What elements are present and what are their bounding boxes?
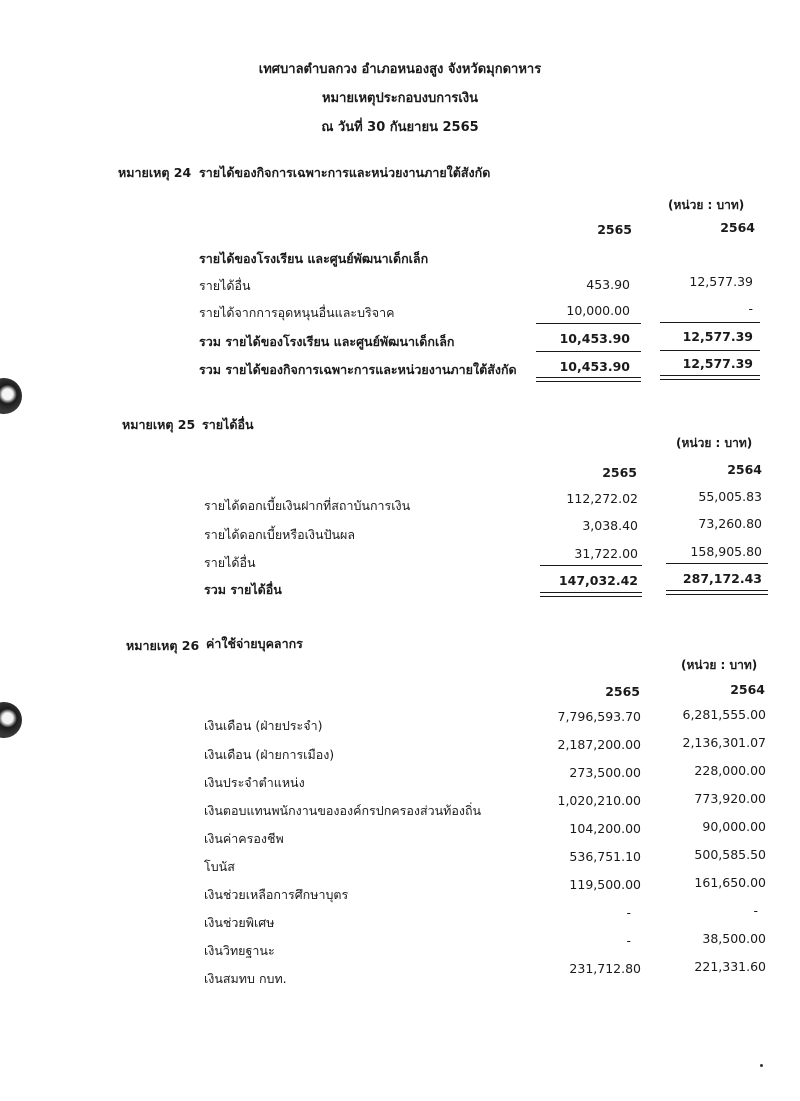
note25-total-rule-current [540,565,642,566]
note26-row-prior: 2,136,301.07 [682,735,766,750]
note25-year-current: 2565 [602,465,637,480]
header-title: หมายเหตุประกอบงบการเงิน [321,91,479,106]
note26-row-prior: - [753,903,758,918]
note26-label: หมายเหตุ 26 [126,638,200,653]
note24-row-prior: - [748,301,753,316]
note25-total-rule-prior [666,563,768,564]
note26-row-current: 536,751.10 [569,849,641,864]
note26-row-current: 231,712.80 [569,961,641,976]
note25-total-double-rule-current-2 [540,596,642,597]
note26-row-prior: 500,585.50 [694,847,766,862]
note25-total-current: 147,032.42 [558,573,638,588]
note24-group-heading: รายได้ของโรงเรียน และศูนย์พัฒนาเด็กเล็ก [199,251,429,266]
punch-hole-bottom [0,702,22,738]
note25-row-prior: 73,260.80 [698,516,762,531]
note24-subtotal-prior: 12,577.39 [682,329,753,344]
note25-unit: (หน่วย : บาท) [676,436,753,450]
note24-total-double-rule-prior-1 [660,375,760,376]
note26-row-prior: 221,331.60 [694,959,766,974]
note26-row-current: 273,500.00 [569,765,641,780]
note25-total-double-rule-current-1 [540,592,642,593]
note26-row-prior: 6,281,555.00 [682,707,766,722]
note25-row-prior: 55,005.83 [698,489,762,504]
note25-row-label: รายได้อื่น [204,555,256,570]
note26-row-label: เงินช่วยพิเศษ [204,915,275,930]
note26-row-label: เงินตอบแทนพนักงานขององค์กรปกครองส่วนท้องถิ่น [204,803,482,818]
punch-hole-top [0,378,22,414]
note26-row-label: เงินประจำตำแหน่ง [204,775,305,790]
note25-row-prior: 158,905.80 [690,544,762,559]
note25-row-current: 3,038.40 [582,518,638,533]
note24-total-rule-prior [660,350,760,351]
note24-total-prior: 12,577.39 [682,356,753,371]
note26-row-label: โบนัส [204,859,235,874]
note24-year-current: 2565 [597,222,632,237]
note24-year-prior: 2564 [720,220,755,235]
note26-unit: (หน่วย : บาท) [681,658,758,672]
note24-total-double-rule-current-1 [536,377,641,378]
note26-year-current: 2565 [605,684,640,699]
note24-row-current: 10,000.00 [566,303,630,318]
note24-unit: (หน่วย : บาท) [668,198,745,212]
note26-row-label: เงินสมทบ กบท. [204,971,287,986]
note24-row-label: รายได้อื่น [199,278,251,293]
note25-row-current: 31,722.00 [574,546,638,561]
note24-subtotal-label: รวม รายได้ของโรงเรียน และศูนย์พัฒนาเด็กเล็ก [199,334,455,349]
note24-label: หมายเหตุ 24 [118,165,192,180]
note26-row-current: 119,500.00 [569,877,641,892]
note24-title: รายได้ของกิจการเฉพาะการและหน่วยงานภายใต้สังกัด [199,165,491,180]
scan-speck [760,1064,763,1067]
note26-row-label: เงินเดือน (ฝ่ายการเมือง) [204,747,335,762]
note25-row-label: รายได้ดอกเบี้ยเงินฝากที่สถาบันการเงิน [204,498,411,513]
note24-total-current: 10,453.90 [559,359,630,374]
note24-subtotal-rule-current [536,323,641,324]
note25-row-label: รายได้ดอกเบี้ยหรือเงินปันผล [204,527,356,542]
note26-row-label: เงินวิทยฐานะ [204,943,275,958]
header-org: เทศบาลตำบลกวง อำเภอหนองสูง จังหวัดมุกดาหาร [258,62,542,77]
note26-row-label: เงินค่าครองชีพ [204,831,284,846]
note26-row-prior: 228,000.00 [694,763,766,778]
note25-total-prior: 287,172.43 [682,571,762,586]
note26-row-current: 7,796,593.70 [557,709,641,724]
note26-row-prior: 773,920.00 [694,791,766,806]
note24-row-label: รายได้จากการอุดหนุนอื่นและบริจาค [199,305,395,320]
note24-subtotal-current: 10,453.90 [559,331,630,346]
note24-row-current: 453.90 [586,277,630,292]
note26-row-current: - [626,905,631,920]
note25-total-double-rule-prior-1 [666,590,768,591]
note26-year-prior: 2564 [730,682,765,697]
note26-row-current: 2,187,200.00 [557,737,641,752]
note26-row-current: 104,200.00 [569,821,641,836]
note26-row-prior: 90,000.00 [702,819,766,834]
note25-total-label: รวม รายได้อื่น [204,582,282,597]
note26-row-prior: 38,500.00 [702,931,766,946]
note25-title: รายได้อื่น [202,417,254,432]
note24-total-double-rule-prior-2 [660,379,760,380]
note24-total-double-rule-current-2 [536,381,641,382]
note25-label: หมายเหตุ 25 [122,417,196,432]
note26-row-prior: 161,650.00 [694,875,766,890]
header-date: ณ วันที่ 30 กันยายน 2565 [321,120,479,135]
note24-total-rule-current [536,351,641,352]
note26-row-current: - [626,933,631,948]
note26-title: ค่าใช้จ่ายบุคลากร [206,636,303,651]
note25-row-current: 112,272.02 [566,491,638,506]
note25-total-double-rule-prior-2 [666,594,768,595]
note24-subtotal-rule-prior [660,322,760,323]
note26-row-label: เงินเดือน (ฝ่ายประจำ) [204,718,323,733]
note24-total-label: รวม รายได้ของกิจการเฉพาะการและหน่วยงานภายใต้สังกัด [199,362,517,377]
note26-row-label: เงินช่วยเหลือการศึกษาบุตร [204,887,349,902]
note24-row-prior: 12,577.39 [689,274,753,289]
note25-year-prior: 2564 [727,462,762,477]
note26-row-current: 1,020,210.00 [557,793,641,808]
